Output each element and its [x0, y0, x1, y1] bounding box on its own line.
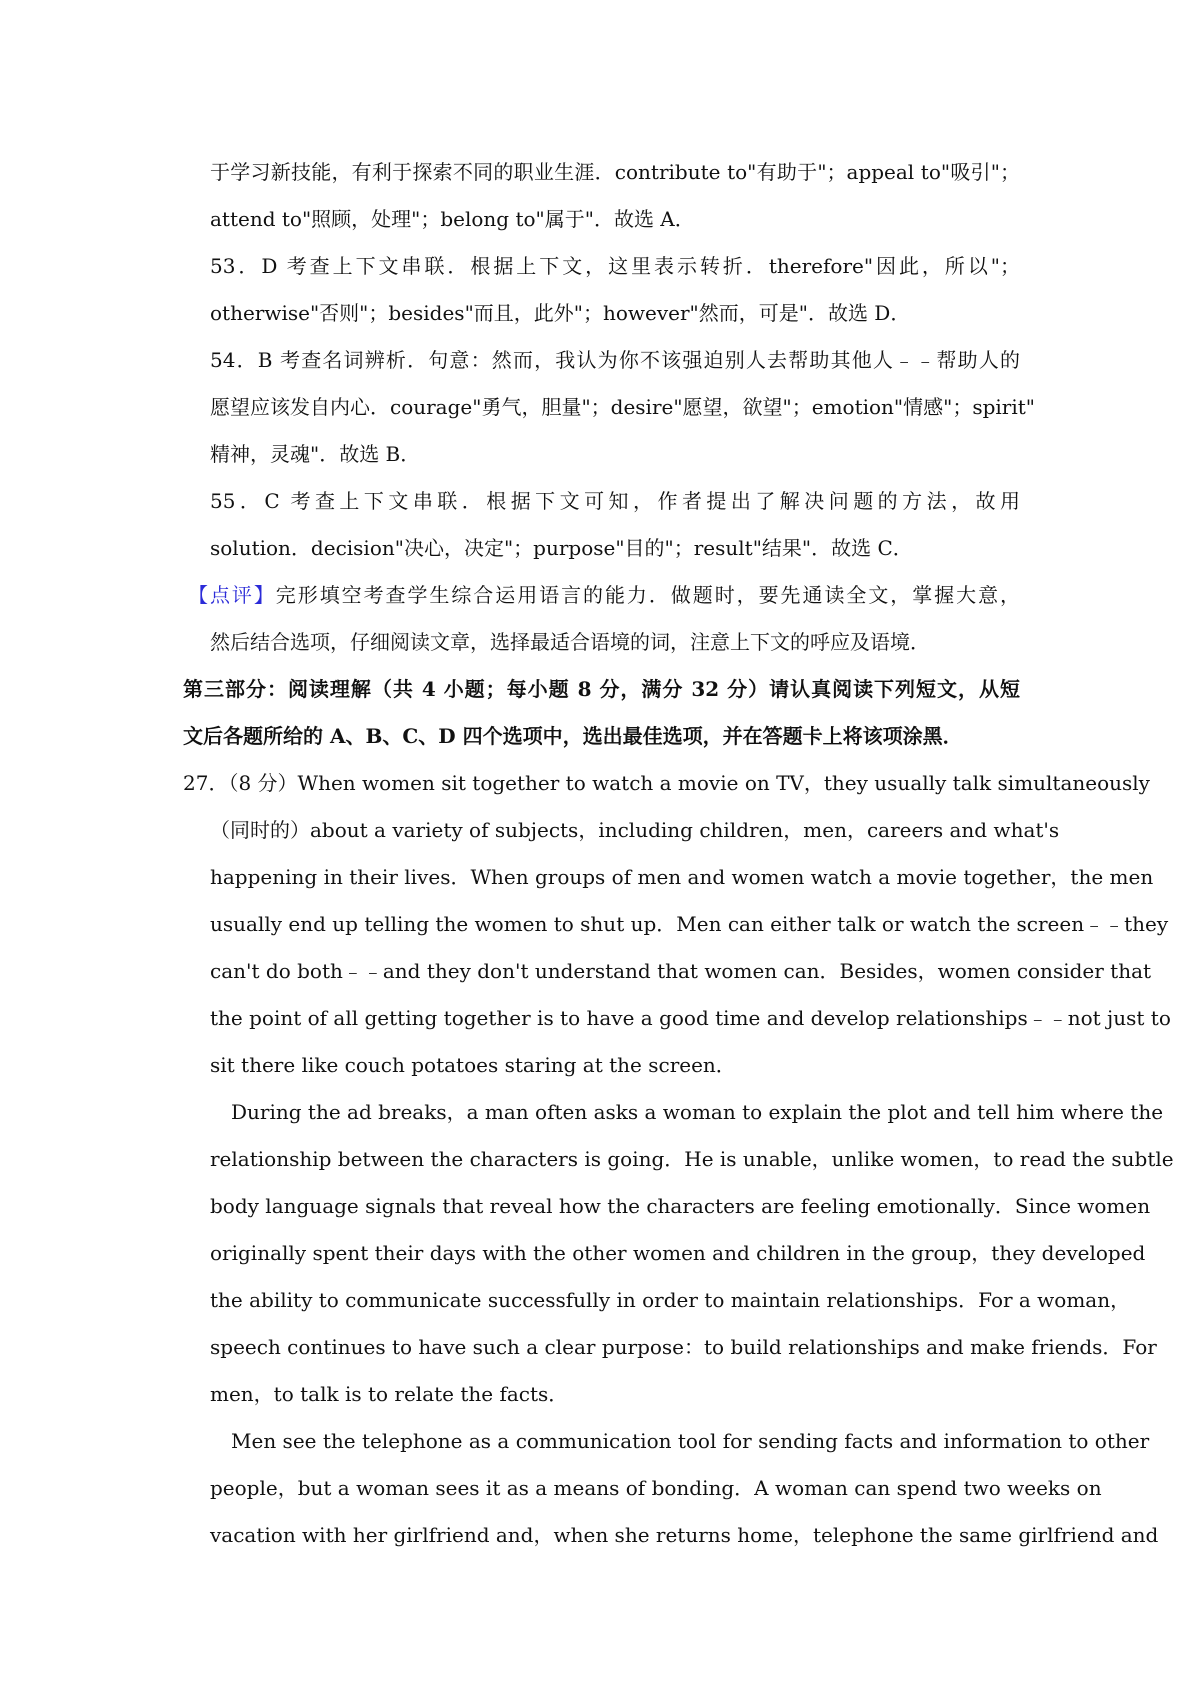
q52-line-2: attend to"照顾，处理"；belong to"属于"．故选 A．	[210, 207, 695, 231]
q27-p2-line-3: body language signals that reveal how the characters are feeling emotionally．Since women	[210, 1194, 1151, 1218]
q54-line-3: 精神，灵魂"．故选 B．	[210, 442, 421, 466]
q52-line-1: 于学习新技能，有利于探索不同的职业生涯．contribute to"有助于"；appeal to"吸引"；	[210, 160, 1020, 184]
q27-p1-line-2: （同时的）about a variety of subjects，including children，men，careers and what's	[210, 818, 1060, 842]
q27-p1-line-1: 27．（8 分）When women sit together to watch a movie on TV，they usually talk simultaneously	[183, 771, 1150, 795]
q27-p3-line-2: people，but a woman sees it as a means of bonding．A woman can spend two weeks on	[210, 1476, 1102, 1500]
q27-p1-line-3: happening in their lives．When groups of men and women watch a movie together，the men	[210, 865, 1154, 889]
q27-p2-line-4: originally spent their days with the other women and children in the group，they developed	[210, 1241, 1146, 1265]
section3-heading-line-1: 第三部分：阅读理解（共 4 小题；每小题 8 分，满分 32 分）请认真阅读下列短文，从短	[183, 677, 1020, 701]
q27-p1-line-4: usually end up telling the women to shut up．Men can either talk or watch the screen﹣﹣they	[210, 912, 1169, 936]
comment-line-1	[188, 580, 1020, 610]
q27-p3-line-1: Men see the telephone as a communication tool for sending facts and information to other	[231, 1429, 1150, 1453]
q54-line-2: 愿望应该发自内心．courage"勇气，胆量"；desire"愿望，欲望"；emotion"情感"；spirit"	[210, 395, 1035, 419]
q27-p1-line-6: the point of all getting together is to have a good time and develop relationships﹣﹣not just to	[210, 1006, 1171, 1030]
q27-p1-line-5: can't do both﹣﹣and they don't understand that women can．Besides，women consider that	[210, 959, 1152, 983]
q54-line-1: 54．B 考查名词辨析．句意：然而，我认为你不该强迫别人去帮助其他人﹣﹣帮助人的	[210, 348, 1020, 372]
q27-p2-line-7: men，to talk is to relate the facts．	[210, 1382, 569, 1406]
q27-p2-line-2: relationship between the characters is going．He is unable，unlike women，to read the subtle	[210, 1147, 1174, 1171]
comment-tag: 【点评】	[188, 583, 276, 607]
comment-line-2: 然后结合选项，仔细阅读文章，选择最适合语境的词，注意上下文的呼应及语境．	[210, 630, 930, 654]
q27-p2-line-6: speech continues to have such a clear purpose：to build relationships and make friends．For	[210, 1335, 1157, 1359]
q27-p3-line-3: vacation with her girlfriend and，when she returns home，telephone the same girlfriend and	[210, 1523, 1159, 1547]
q55-line-2: solution．decision"决心，决定"；purpose"目的"；result"结果"．故选 C．	[210, 536, 913, 560]
q53-line-1: 53．D 考查上下文串联．根据上下文，这里表示转折．therefore"因此，所以"；	[210, 254, 1020, 278]
comment-text-1: 完形填空考查学生综合运用语言的能力．做题时，要先通读全文，掌握大意，	[275, 583, 1021, 607]
q55-line-1: 55．C 考查上下文串联．根据下文可知，作者提出了解决问题的方法，故用	[210, 489, 1020, 513]
q27-p2-line-1: During the ad breaks，a man often asks a woman to explain the plot and tell him where the	[231, 1100, 1164, 1124]
q27-p1-line-7: sit there like couch potatoes staring at the screen．	[210, 1053, 736, 1077]
section3-heading-line-2: 文后各题所给的 A、B、C、D 四个选项中，选出最佳选项，并在答题卡上将该项涂黑．	[183, 724, 963, 748]
q53-line-2: otherwise"否则"；besides"而且，此外"；however"然而，可是"．故选 D．	[210, 301, 911, 325]
q27-p2-line-5: the ability to communicate successfully in order to maintain relationships．For a woman，	[210, 1288, 1131, 1312]
